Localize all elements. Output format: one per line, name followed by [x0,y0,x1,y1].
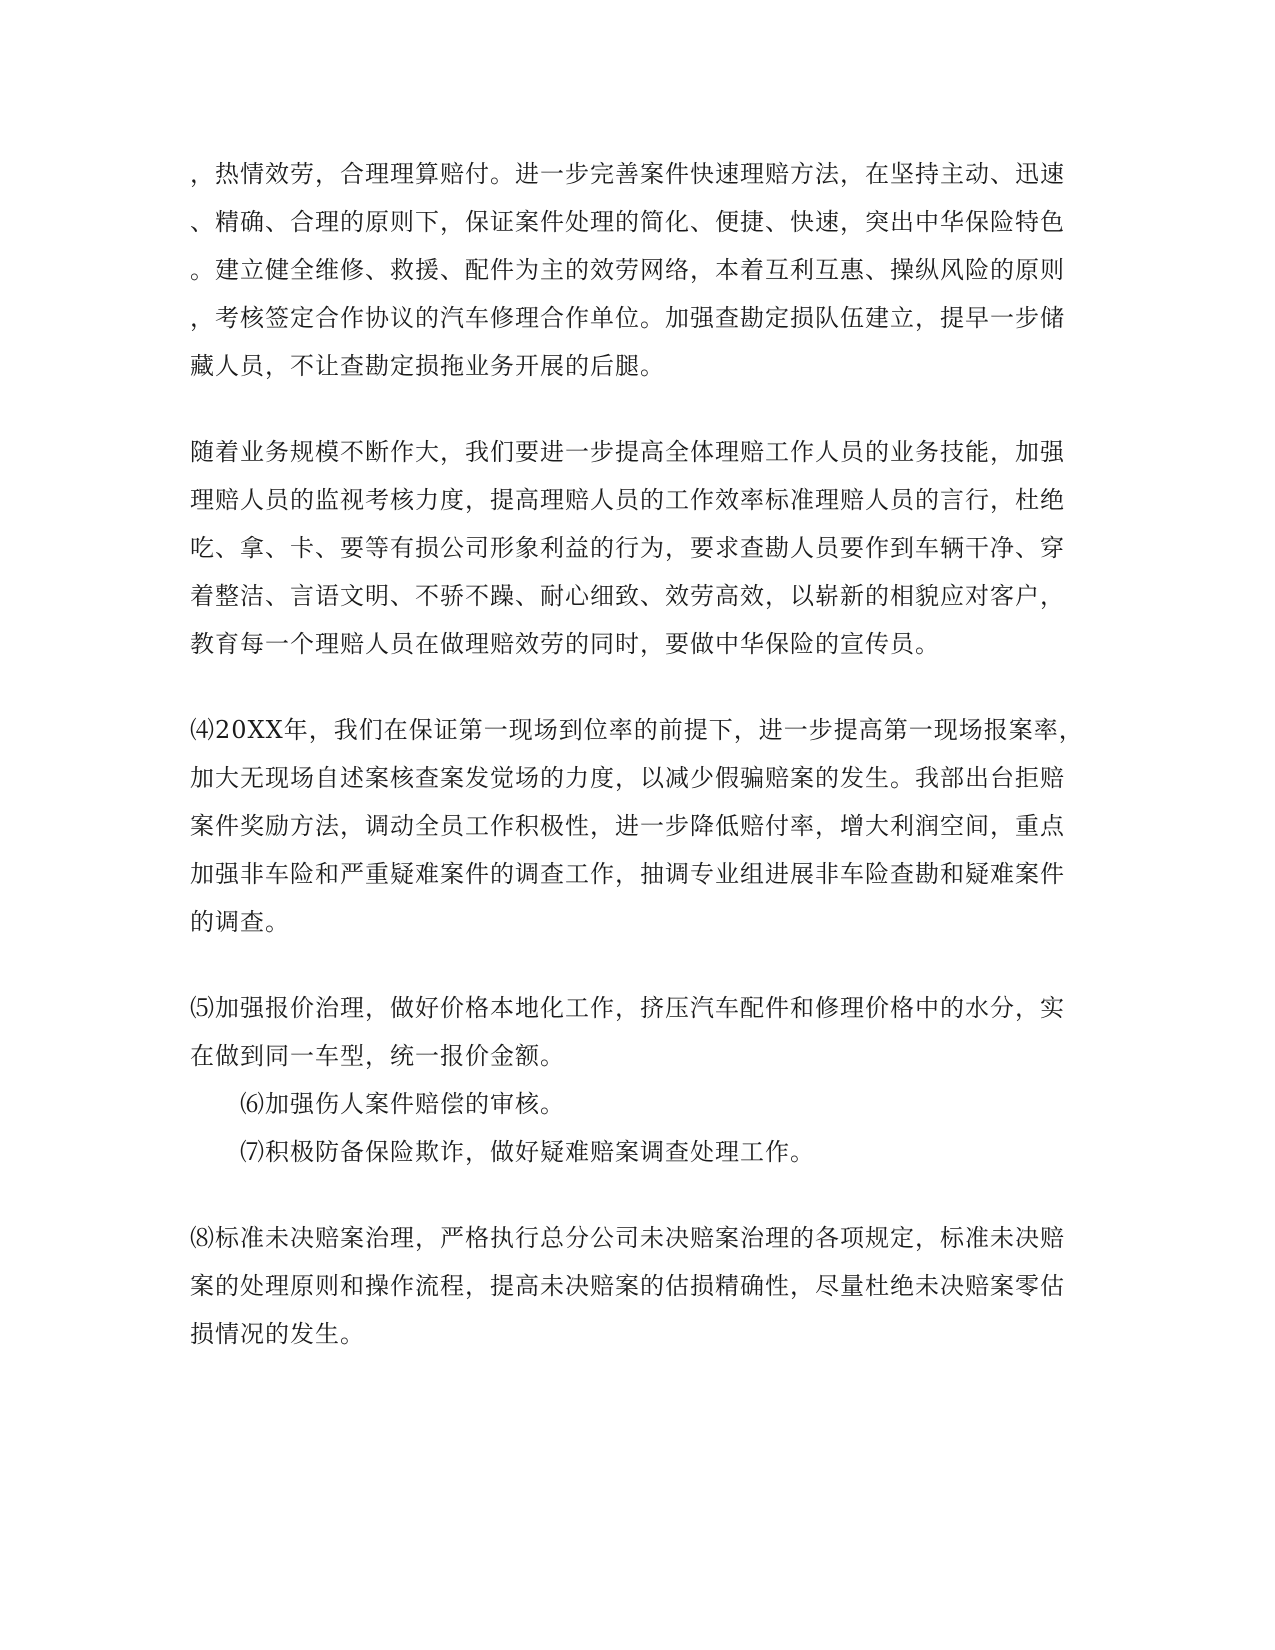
list-item-6: ⑹加强伤人案件赔偿的审核。 [240,1090,565,1118]
text-line: 。建立健全维修、救援、配件为主的效劳网络，本着互利互惠、操纵风险的原则 [190,256,1065,284]
paragraph-claims-service [190,150,1090,390]
paragraph-item-8 [190,1214,1090,1358]
list-item-7: ⑺积极防备保险欺诈，做好疑难赔案调查处理工作。 [240,1138,815,1166]
text-line: 加强非车险和严重疑难案件的调查工作，抽调专业组进展非车险查勘和疑难案件 [190,860,1065,888]
text-line: ，热情效劳，合理理算赔付。进一步完善案件快速理赔方法，在坚持主动、迅速 [190,160,1065,188]
text-line: 教育每一个理赔人员在做理赔效劳的同时，要做中华保险的宣传员。 [190,630,940,658]
text-line: 加大无现场自述案核查案发觉场的力度，以减少假骗赔案的发生。我部出台拒赔 [190,764,1065,792]
text-line: 案的处理原则和操作流程，提高未决赔案的估损精确性，尽量杜绝未决赔案零估 [190,1272,1065,1300]
text-line: 的调查。 [190,908,290,936]
text-line: ⑻标准未决赔案治理，严格执行总分公司未决赔案治理的各项规定，标准未决赔 [190,1224,1065,1252]
text-line: 在做到同一车型，统一报价金额。 [190,1042,565,1070]
text-line: 理赔人员的监视考核力度，提高理赔人员的工作效率标准理赔人员的言行，杜绝 [190,486,1065,514]
paragraph-item-5-to-7 [190,984,1090,1176]
text-line: 着整洁、言语文明、不骄不躁、耐心细致、效劳高效，以崭新的相貌应对客户， [190,582,1065,610]
text-line: ⑷20XX年，我们在保证第一现场到位率的前提下，进一步提高第一现场报案率， [190,716,1084,744]
text-line: 损情况的发生。 [190,1320,365,1348]
text-line: 案件奖励方法，调动全员工作积极性，进一步降低赔付率，增大利润空间，重点 [190,812,1065,840]
text-line: 藏人员，不让查勘定损拖业务开展的后腿。 [190,352,665,380]
text-line: 、精确、合理的原则下，保证案件处理的简化、便捷、快速，突出中华保险特色 [190,208,1065,236]
paragraph-staff-skills [190,428,1090,668]
text-line: 随着业务规模不断作大，我们要进一步提高全体理赔工作人员的业务技能，加强 [190,438,1065,466]
text-line: ，考核签定合作协议的汽车修理合作单位。加强查勘定损队伍建立，提早一步储 [190,304,1065,332]
paragraph-item-4 [190,706,1090,946]
text-line: ⑸加强报价治理，做好价格本地化工作，挤压汽车配件和修理价格中的水分，实 [190,994,1065,1022]
text-line: 吃、拿、卡、要等有损公司形象利益的行为，要求查勘人员要作到车辆干净、穿 [190,534,1065,562]
